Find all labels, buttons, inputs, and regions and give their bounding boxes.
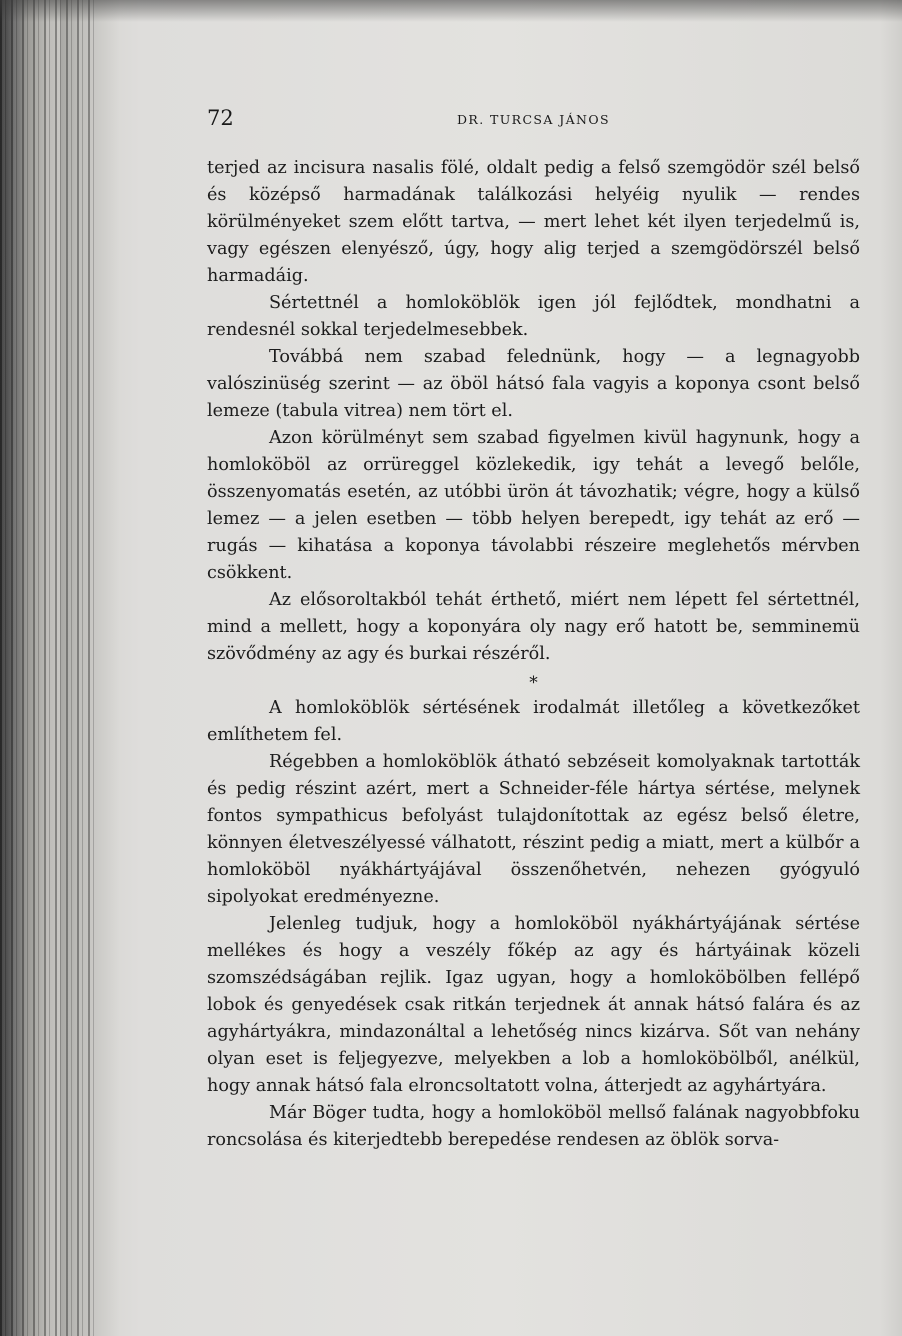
paragraph: Sértettnél a homloköblök igen jól fejlődtek, mondhatni a rendesnél sokkal terjedelmesebbek. [207, 293, 860, 340]
paragraph: terjed az incisura nasalis fölé, oldalt pedig a felső szemgödör szél belső és középső harmadának találkozási helyéig nyulik — rendes körülményeket szem előtt tartva, — mert lehet két ilyen terjedelmű is, vagy egészen elenyésző, úgy, hogy alig terjed a szemgödörszél belső harmadáig. [207, 158, 860, 286]
page-top-edge-shadow [0, 0, 902, 22]
body-text [207, 155, 860, 1154]
binding-shadow [60, 0, 120, 1336]
section-separator: * [529, 673, 538, 693]
page-number: 72 [207, 106, 234, 130]
paragraph: Az elősoroltakból tehát érthető, miért nem lépett fel sértettnél, mind a mellett, hogy a koponyára oly nagy erő hatott be, semminemü szövődmény az agy és burkai részéről. [207, 590, 860, 664]
paragraph: Jelenleg tudjuk, hogy a homloköböl nyákhártyájának sértése mellékes és hogy a veszély főkép az agy és hártyáinak közeli szomszédságában rejlik. Igaz ugyan, hogy a homloköbölben fellépő lobok és genyedések csak ritkán terjednek át annak hátsó falára és az agyhártyákra, mindazonáltal a lehetőség nincs kizárva. Sőt van nehány olyan eset is feljegyezve, melyekben a lob a homloköbölből, anélkül, hogy annak hátsó fala elroncsoltatott volna, átterjedt az agyhártyára. [207, 914, 860, 1096]
running-head: DR. TURCSA JÁNOS [457, 112, 610, 127]
paragraph: A homloköblök sértésének irodalmát illetőleg a következőket említhetem fel. [207, 698, 860, 745]
paragraph: Azon körülményt sem szabad figyelmen kivül hagynunk, hogy a homloköböl az orrüreggel közlekedik, igy tehát a levegő belőle, összenyomatás esetén, az utóbbi ürön át távozhatik; végre, hogy a külső lemez — a jelen esetben — több helyen berepedt, igy tehát az erő — rugás — kihatása a koponya távolabbi részeire meglehetős mérvben csökkent. [207, 428, 860, 583]
paragraph: Továbbá nem szabad felednünk, hogy — a legnagyobb valószinüség szerint — az öböl hátsó fala vagyis a koponya csont belső lemeze (tabula vitrea) nem tört el. [207, 347, 860, 421]
paragraph: Régebben a homloköblök átható sebzéseit komolyaknak tartották és pedig részint azért, mert a Schneider-féle hártya sértése, melynek fontos sympathicus befolyást tulajdonítottak az egész belső életre, könnyen életveszélyessé válhatott, részint pedig a miatt, mert a külbőr a homloköböl nyákhártyájával összenőhetvén, nehezen gyógyuló sipolyokat eredményezne. [207, 752, 860, 907]
page-header [207, 106, 860, 136]
paragraph: Már Böger tudta, hogy a homloköböl mellső falának nagyobbfoku roncsolása és kiterjedtebb berepedése rendesen az öblök sorva- [207, 1103, 860, 1150]
